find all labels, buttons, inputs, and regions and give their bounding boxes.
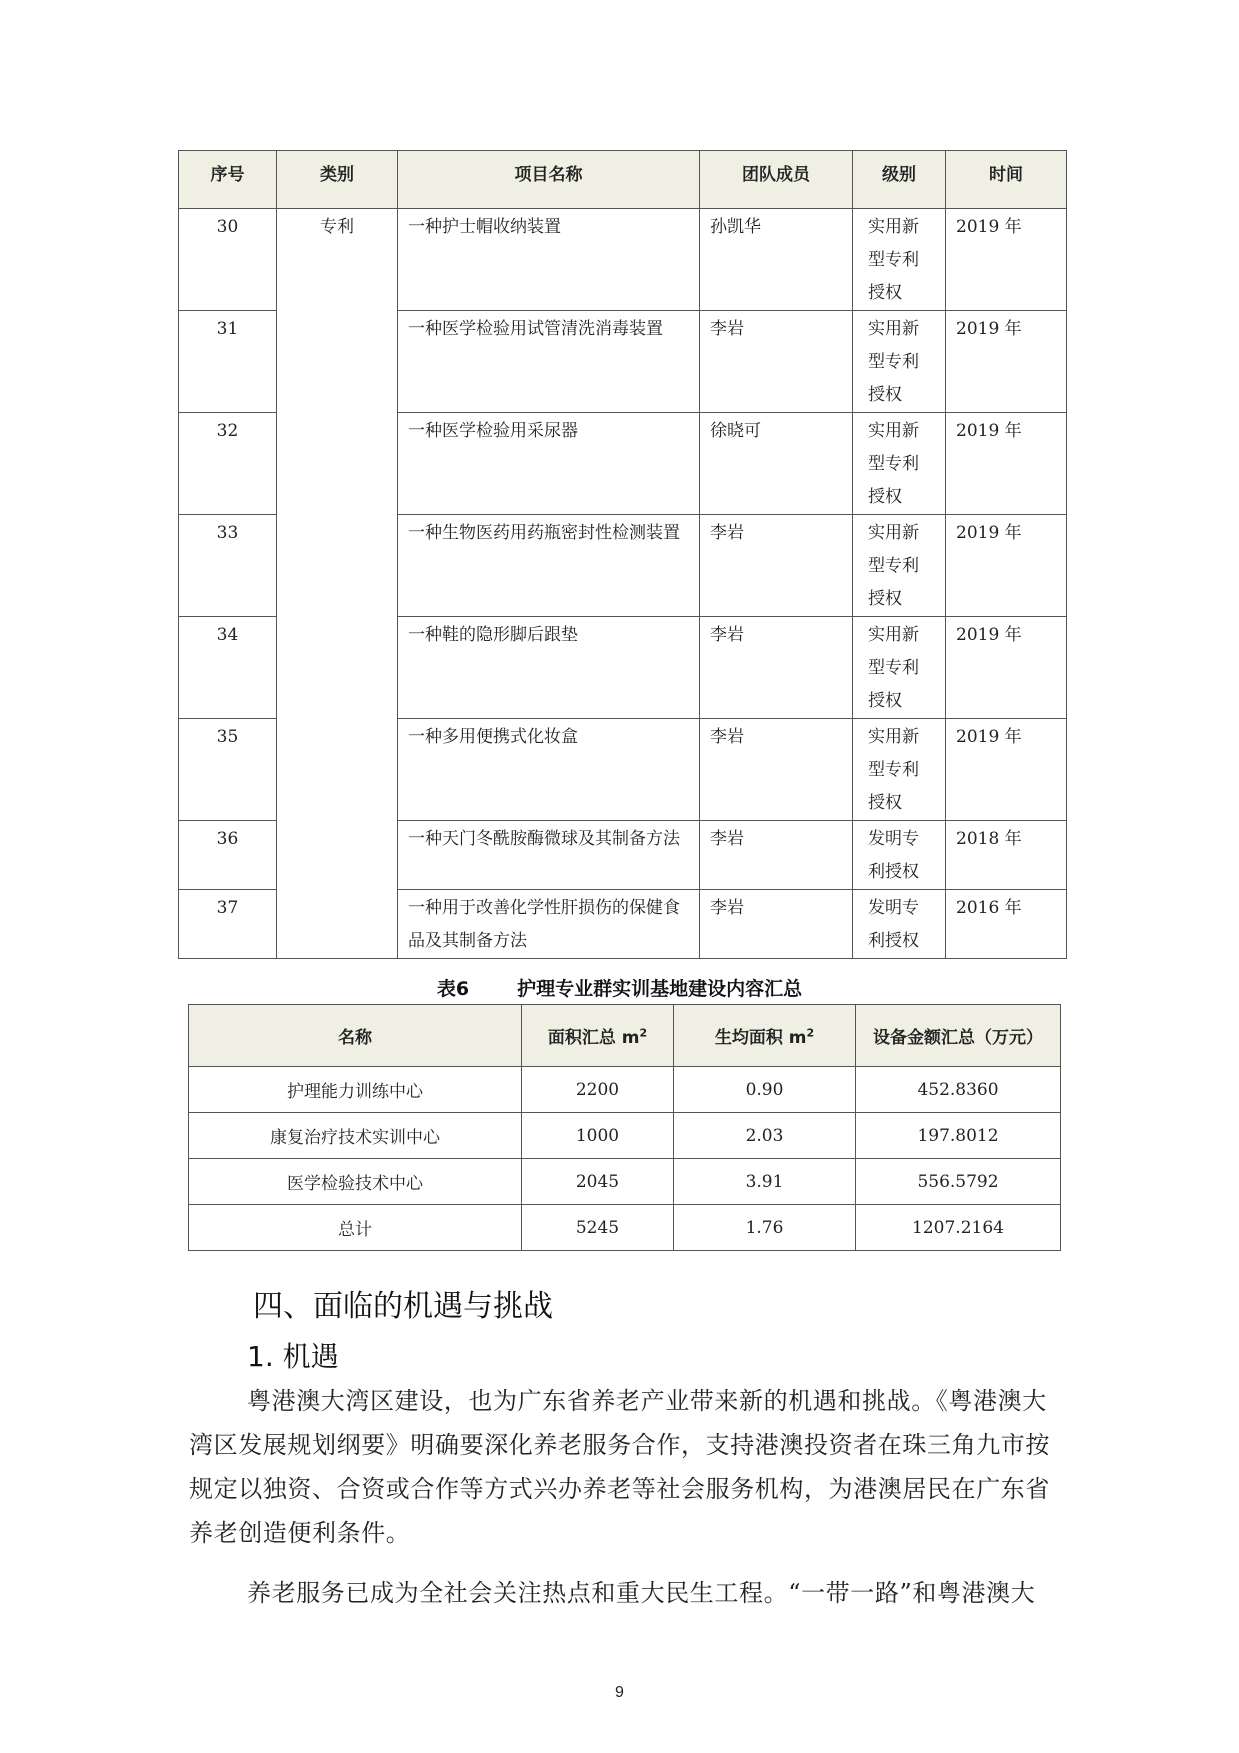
header-project-name: 项目名称 [398,151,700,209]
table-caption [0,974,1239,1001]
row-member: 徐晓可 [700,413,853,515]
row-member: 李岩 [700,719,853,821]
row-level: 发明专利授权 [853,890,946,959]
row-amount: 556.5792 [856,1159,1061,1205]
row-time: 2018 年 [946,821,1067,890]
row-project-name: 一种用于改善化学性肝损伤的保健食品及其制备方法 [398,890,700,959]
header-area: 面积汇总 $m^2$ [522,1005,674,1067]
row-project-name: 一种医学检验用采尿器 [398,413,700,515]
row-no: 35 [179,719,277,821]
table-row [189,1159,1061,1205]
table-header-row [189,1005,1061,1067]
row-amount: 452.8360 [856,1067,1061,1113]
paragraph: 养老服务已成为全社会关注热点和重大民生工程。“一带一路”和粤港澳大 [247,1579,1036,1607]
row-avg: 3.91 [674,1159,856,1205]
row-time: 2016 年 [946,890,1067,959]
row-project-name: 一种多用便携式化妆盒 [398,719,700,821]
header-level: 级别 [853,151,946,209]
row-level: 实用新型专利授权 [853,719,946,821]
row-project-name: 一种护士帽收纳装置 [398,209,700,311]
row-area: 2045 [522,1159,674,1205]
row-no: 31 [179,311,277,413]
row-level: 实用新型专利授权 [853,515,946,617]
page-number: 9 [615,1684,624,1701]
row-time: 2019 年 [946,413,1067,515]
caption-title: 护理专业群实训基地建设内容汇总 [517,978,803,1000]
row-name: 总计 [189,1205,522,1251]
row-level: 实用新型专利授权 [853,413,946,515]
header-team-member: 团队成员 [700,151,853,209]
row-project-name: 一种天门冬酰胺酶微球及其制备方法 [398,821,700,890]
row-name: 护理能力训练中心 [189,1067,522,1113]
row-avg: 1.76 [674,1205,856,1251]
training-base-table [188,1004,1061,1251]
row-avg: 2.03 [674,1113,856,1159]
row-name: 康复治疗技术实训中心 [189,1113,522,1159]
header-no: 序号 [179,151,277,209]
category-cell: 专利 [277,209,398,959]
row-area: 5245 [522,1205,674,1251]
header-category: 类别 [277,151,398,209]
header-time: 时间 [946,151,1067,209]
table-header-row [179,151,1067,209]
row-project-name: 一种生物医药用药瓶密封性检测装置 [398,515,700,617]
row-project-name: 一种鞋的隐形脚后跟垫 [398,617,700,719]
row-time: 2019 年 [946,311,1067,413]
patent-table [178,150,1067,959]
row-amount: 197.8012 [856,1113,1061,1159]
caption-label: 表6 [436,978,470,1000]
row-level: 实用新型专利授权 [853,209,946,311]
row-time: 2019 年 [946,617,1067,719]
row-time: 2019 年 [946,515,1067,617]
row-member: 李岩 [700,890,853,959]
row-avg: 0.90 [674,1067,856,1113]
row-member: 李岩 [700,311,853,413]
row-project-name: 一种医学检验用试管清洗消毒装置 [398,311,700,413]
paragraph: 粤港澳大湾区建设，也为广东省养老产业带来新的机遇和挑战。《粤港澳大湾区发展规划纲要》明确要深化养老服务合作，支持港澳投资者在珠三角九市按规定以独资、合资或合作等方式兴办养老等社会服务机构，为港澳居民在广东省养老创造便利条件。 [189,1387,1050,1547]
subsection-heading: 1. 机遇 [247,1340,339,1373]
row-level: 实用新型专利授权 [853,311,946,413]
row-member: 李岩 [700,515,853,617]
row-no: 32 [179,413,277,515]
table-row [189,1067,1061,1113]
row-member: 李岩 [700,617,853,719]
row-no: 34 [179,617,277,719]
table-row [179,209,1067,311]
row-amount: 1207.2164 [856,1205,1061,1251]
row-time: 2019 年 [946,719,1067,821]
row-no: 36 [179,821,277,890]
row-area: 1000 [522,1113,674,1159]
row-area: 2200 [522,1067,674,1113]
row-level: 发明专利授权 [853,821,946,890]
section-heading: 四、面临的机遇与挑战 [253,1289,553,1324]
header-name: 名称 [189,1005,522,1067]
row-no: 30 [179,209,277,311]
row-level: 实用新型专利授权 [853,617,946,719]
row-name: 医学检验技术中心 [189,1159,522,1205]
header-equipment-amount: 设备金额汇总（万元） [856,1005,1061,1067]
table-row [189,1113,1061,1159]
header-avg-area: 生均面积 $m^2$ [674,1005,856,1067]
row-no: 33 [179,515,277,617]
row-member: 孙凯华 [700,209,853,311]
row-member: 李岩 [700,821,853,890]
row-time: 2019 年 [946,209,1067,311]
row-no: 37 [179,890,277,959]
table-row [189,1205,1061,1251]
